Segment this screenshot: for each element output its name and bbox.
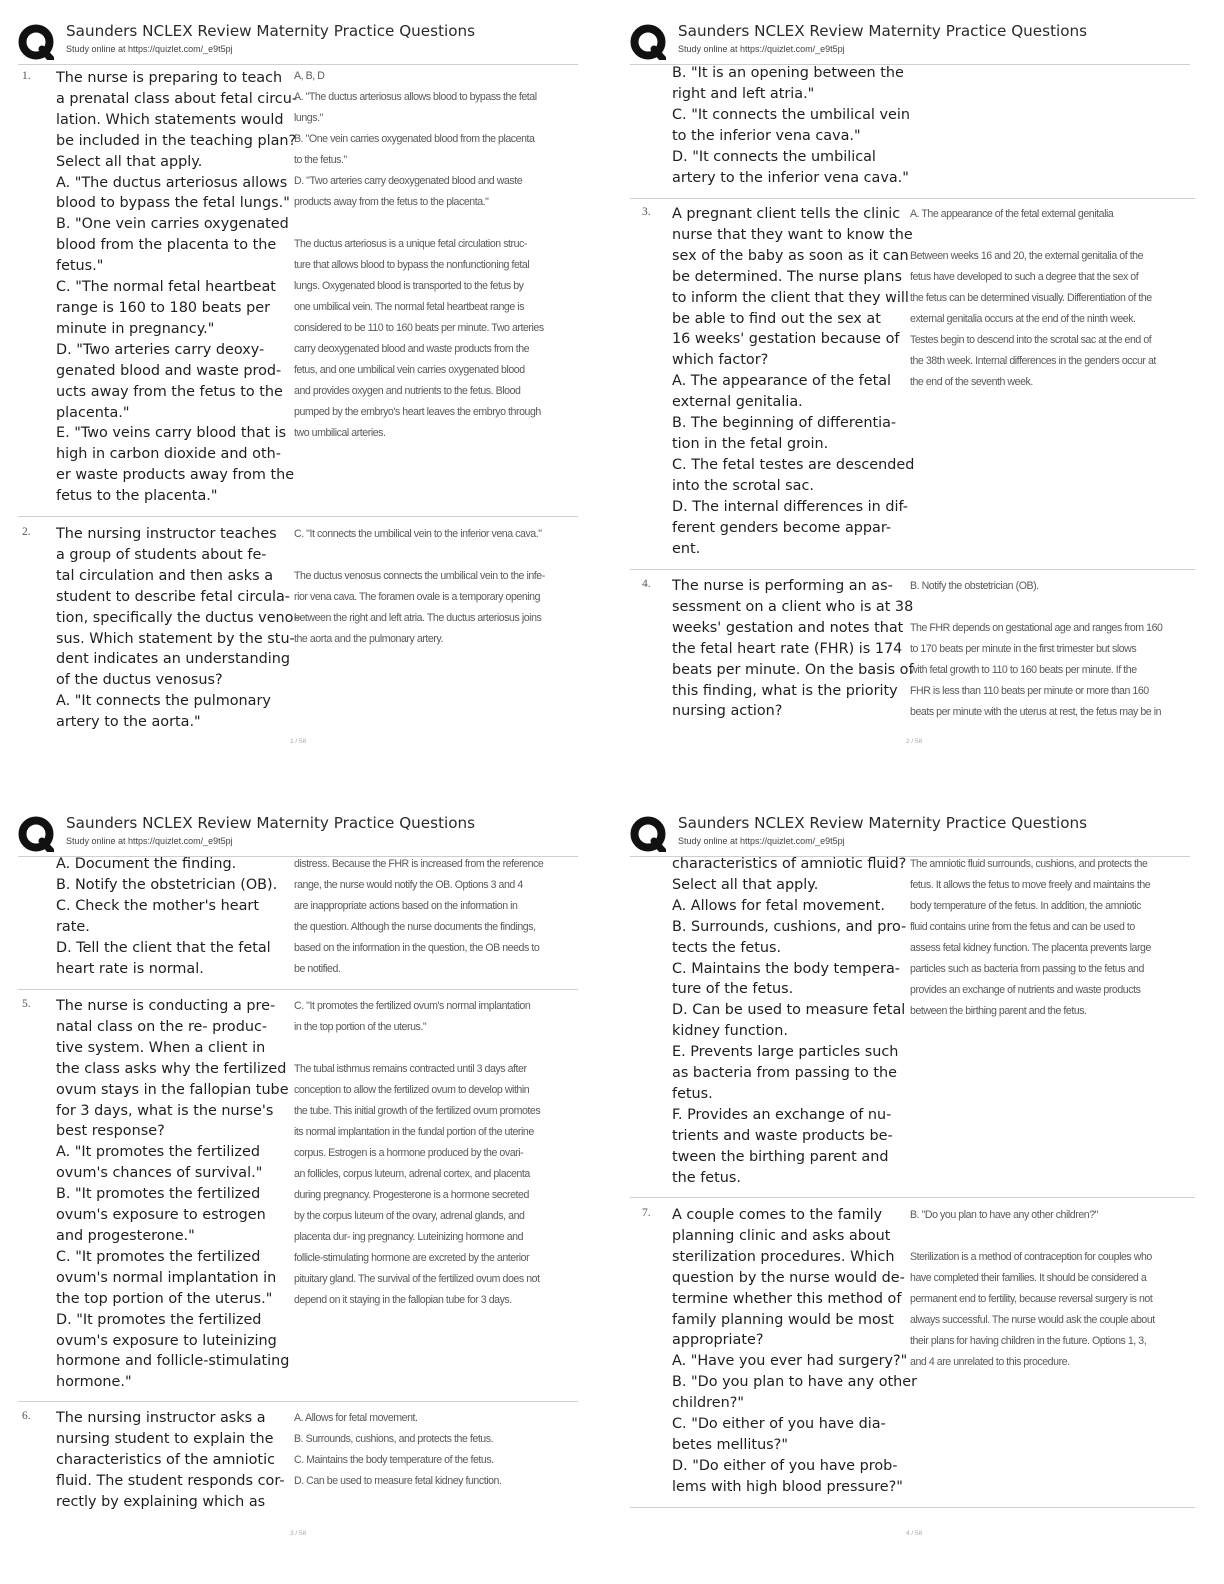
question-divider xyxy=(630,569,1195,570)
page-number: 4 / 58 xyxy=(906,1530,923,1537)
question-number: 4. xyxy=(642,578,651,590)
answer-text: distress. Because the FHR is increased from the reference range, the nurse would notify the OB. Options 3 and 4 are inappropriate actions based on the information in the question. Although the nurse documents the findings, based on the information in the question, the OB needs to be notified. xyxy=(294,858,544,975)
study-link[interactable]: Study online at https://quizlet.com/_e9t5pj xyxy=(678,44,845,54)
question-text: The nurse is performing an as- sessment on a client who is at 38 weeks' gestation and notes that the fetal heart rate (FHR) is 174 beats per minute. On the basis of this finding, what is the priority nursing action? xyxy=(672,578,914,720)
question-number: 7. xyxy=(642,1207,651,1219)
page-title: Saunders NCLEX Review Maternity Practice Questions xyxy=(678,814,1088,832)
header-divider xyxy=(18,64,578,65)
answer-text: A. The appearance of the fetal external genitalia Between weeks 16 and 20, the external genitalia of the fetus have developed to such a degree that the sex of the fetus can be determined visually. Differentiation of the external genitalia occurs at the end of the ninth week. Testes begin to descend into the scrotal sac at the end of the 38th week. Internal differences in the genders occur at the end of the seventh week. xyxy=(910,208,1156,388)
page-1 xyxy=(0,0,612,792)
question-text-continued: A. Document the finding. B. Notify the obstetrician (OB). C. Check the mother's heart rate. D. Tell the client that the fetal heart rate is normal. xyxy=(56,856,278,977)
question-text-continued: characteristics of amniotic fluid? Select all that apply. A. Allows for fetal movement. B. Surrounds, cushions, and pro- tects the fetus. C. Maintains the body tempera- ture of the fetus. D. Can be used to measure fetal kidney function. E. Prevents large particles such as bacteria from passing to the fetus. F. Provides an exchange of nu- trients and waste products be- tween the birthing parent and the fetus. xyxy=(672,856,907,1186)
page-title: Saunders NCLEX Review Maternity Practice Questions xyxy=(66,22,476,40)
question-divider xyxy=(630,1197,1195,1198)
question-text: A couple comes to the family planning clinic and asks about sterilization procedures. Which question by the nurse would de- termine whether this method of family planning would be most appropriate? A. "Have you ever had surgery?" B. "Do you plan to have any other children?" C. "Do either of you have dia- betes mellitus?" D. "Do either of you have prob- lems with high blood pressure?" xyxy=(672,1207,918,1495)
study-link[interactable]: Study online at https://quizlet.com/_e9t5pj xyxy=(66,836,233,846)
question-number: 1. xyxy=(22,70,31,82)
question-text: The nurse is preparing to teach a prenatal class about fetal circu- lation. Which statements would be included in the teaching plan? Select all that apply. A. "The ductus arteriosus allows blood to bypass the fetal lungs." B. "One vein carries oxygenated blood from the placenta to the fetus." C. "The normal fetal heartbeat range is 160 to 180 beats per minute in pregnancy." D. "Two arteries carry deoxy- genated blood and waste prod- ucts away from the fetus to the placenta." E. "Two veins carry blood that is high in carbon dioxide and oth- er waste products away from the fetus to the placenta." xyxy=(56,70,298,505)
question-number: 5. xyxy=(22,998,31,1010)
question-text: The nursing instructor asks a nursing student to explain the characteristics of the amniotic fluid. The student responds cor- rectly by explaining which as xyxy=(56,1410,285,1510)
quizlet-logo-icon xyxy=(630,816,666,852)
question-divider xyxy=(630,1507,1195,1508)
page-title: Saunders NCLEX Review Maternity Practice Questions xyxy=(66,814,476,832)
page-number: 2 / 58 xyxy=(906,738,923,745)
question-divider xyxy=(18,1401,578,1402)
question-text: A pregnant client tells the clinic nurse that they want to know the sex of the baby as soon as it can be determined. The nurse plans to inform the client that they will be able to find out the sex at 16 weeks' gestation because of which factor? A. The appearance of the fetal external genitalia. B. The beginning of differentia- tion in the fetal groin. C. The fetal testes are descended into the scrotal sac. D. The internal differences in dif- ferent genders become appar- ent. xyxy=(672,206,915,557)
answer-text: The amniotic fluid surrounds, cushions, and protects the fetus. It allows the fetus to move freely and maintains the body temperature of the fetus. In addition, the amniotic fluid contains urine from the fetus and can be used to assess fetal kidney function. The placenta prevents large particles such as bacteria from passing to the fetus and provides an exchange of nutrients and waste products between the birthing parent and the fetus. xyxy=(910,858,1151,1017)
question-text: The nurse is conducting a pre- natal class on the re- produc- tive system. When a client in the class asks why the fertilized ovum stays in the fallopian tube for 3 days, what is the nurse's best response? A. "It promotes the fertilized ovum's chances of survival." B. "It promotes the fertilized ovum's exposure to estrogen and progesterone." C. "It promotes the fertilized ovum's normal implantation in the top portion of the uterus." D. "It promotes the fertilized ovum's exposure to luteinizing hormone and follicle-stimulating hormone." xyxy=(56,998,290,1391)
page-2 xyxy=(612,0,1224,792)
study-link[interactable]: Study online at https://quizlet.com/_e9t5pj xyxy=(678,836,845,846)
question-text-continued: B. "It is an opening between the right and left atria." C. "It connects the umbilical vein to the inferior vena cava." D. "It connects the umbilical artery to the inferior vena cava." xyxy=(672,65,910,186)
question-number: 6. xyxy=(22,1410,31,1422)
answer-text: B. Notify the obstetrician (OB). The FHR depends on gestational age and ranges from 160 to 170 beats per minute in the first trimester but slows with fetal growth to 110 to 160 beats per minute. If the FHR is less than 110 beats per minute or more than 160 beats per minute with the uterus at rest, the fetus may be in xyxy=(910,580,1163,718)
quizlet-logo-icon xyxy=(18,24,54,60)
quizlet-logo-icon xyxy=(18,816,54,852)
page-number: 3 / 58 xyxy=(290,1530,307,1537)
answer-text: A. Allows for fetal movement. B. Surrounds, cushions, and protects the fetus. C. Maintains the body temperature of the fetus. D. Can be used to measure fetal kidney function. xyxy=(294,1412,502,1487)
answer-text: C. "It promotes the fertilized ovum's normal implantation in the top portion of the uterus." The tubal isthmus remains contracted until 3 days after conception to allow the fertilized ovum to develop within the tube. This initial growth of the fertilized ovum promotes its normal implantation in the fundal portion of the uterine corpus. Estrogen is a hormone produced by the ovari- an follicles, corpus luteum, adrenal cortex, and placenta during pregnancy. Progesterone is a hormone secreted by the corpus luteum of the ovary, adrenal glands, and placenta dur- ing pregnancy. Luteinizing hormone and follicle-stimulating hormone are excreted by the anterior pituitary gland. The survival of the fertilized ovum does not depend on it staying in the fallopian tube for 3 days. xyxy=(294,1000,541,1306)
page-number: 1 / 58 xyxy=(290,738,307,745)
question-divider xyxy=(18,516,578,517)
page-title: Saunders NCLEX Review Maternity Practice Questions xyxy=(678,22,1088,40)
page-3 xyxy=(0,792,612,1584)
question-number: 3. xyxy=(642,206,651,218)
page-4 xyxy=(612,792,1224,1584)
answer-text: C. "It connects the umbilical vein to the inferior vena cava." The ductus venosus connects the umbilical vein to the infe- rior vena cava. The foramen ovale is a temporary opening between the right and left atria. The ductus arteriosus joins the aorta and the pulmonary artery. xyxy=(294,528,545,645)
answer-text: B. "Do you plan to have any other children?" Sterilization is a method of contraception for couples who have completed their families. It should be considered a permanent end to fertility, because reversal surgery is not always successful. The nurse would ask the couple about their plans for having children in the future. Options 1, 3, and 4 are unrelated to this procedure. xyxy=(910,1209,1155,1368)
study-link[interactable]: Study online at https://quizlet.com/_e9t5pj xyxy=(66,44,233,54)
question-divider xyxy=(630,198,1195,199)
quizlet-logo-icon xyxy=(630,24,666,60)
answer-text: A, B, D A. "The ductus arteriosus allows blood to bypass the fetal lungs." B. "One vein carries oxygenated blood from the placenta to the fetus." D. "Two arteries carry deoxygenated blood and waste products away from the fetus to the placenta." The ductus arteriosus is a unique fetal circulation struc- ture that allows blood to bypass the nonfunctioning fetal lungs. Oxygenated blood is transported to the fetus by one umbilical vein. The normal fetal heartbeat range is considered to be 110 to 160 beats per minute. Two arteries carry deoxygenated blood and waste products from the fetus, and one umbilical vein carries oxygenated blood and provides oxygen and nutrients to the fetus. Blood pumped by the embryo's heart leaves the embryo through two umbilical arteries. xyxy=(294,70,544,439)
question-divider xyxy=(18,989,578,990)
question-number: 2. xyxy=(22,526,31,538)
question-text: The nursing instructor teaches a group of students about fe- tal circulation and then asks a student to describe fetal circula- tion, specifically the ductus veno- sus. Which statement by the stu- dent indicates an understanding of the ductus venosus? A. "It connects the pulmonary artery to the aorta." xyxy=(56,526,299,731)
